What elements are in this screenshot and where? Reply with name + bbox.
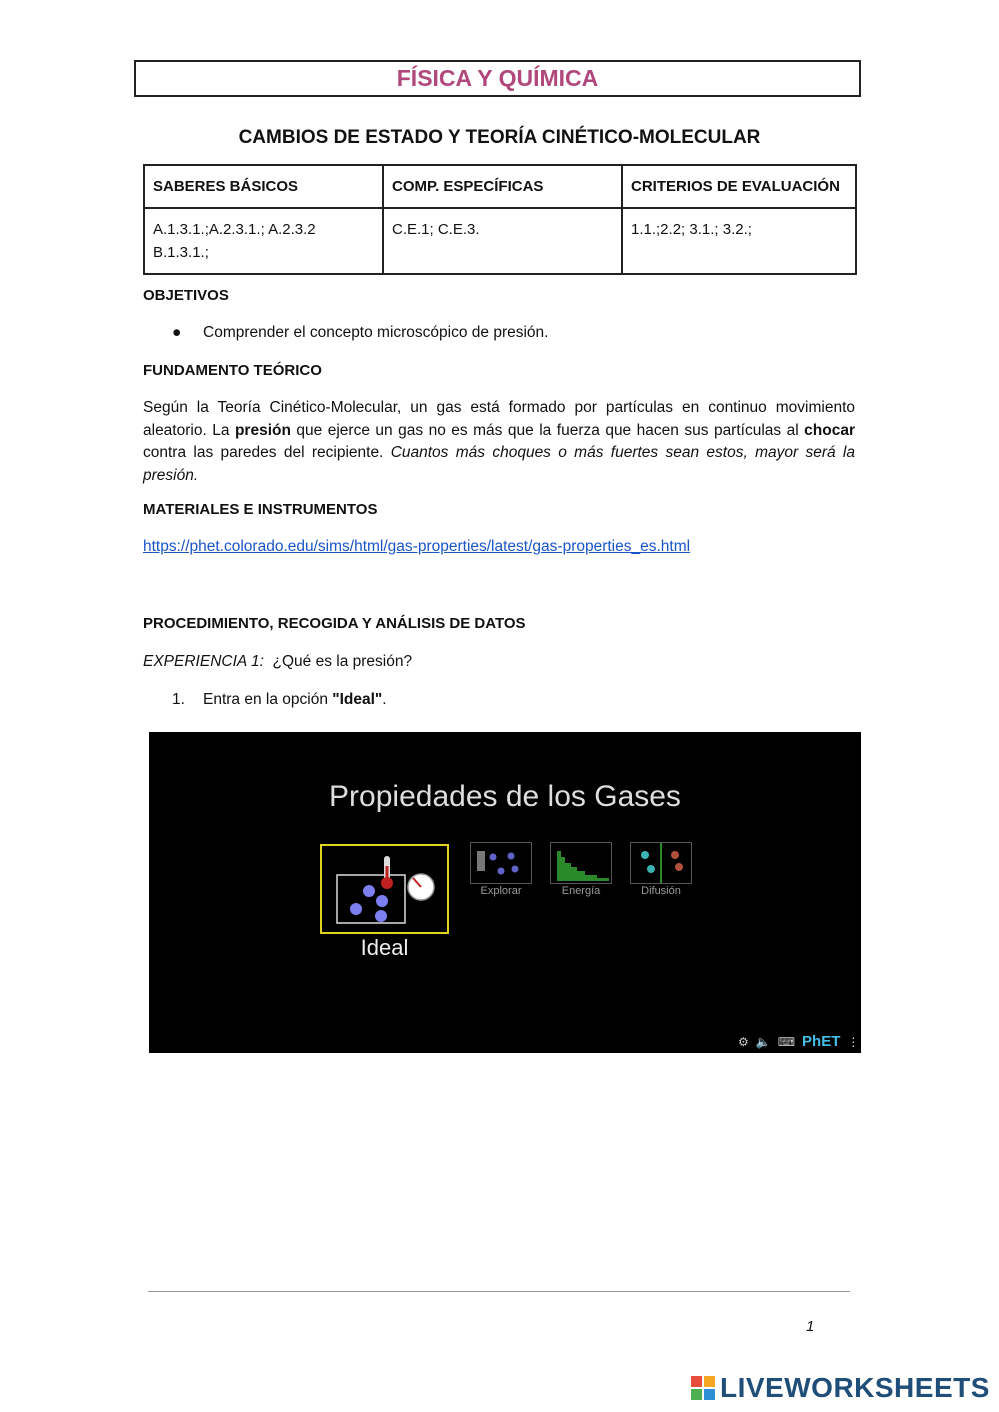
materiales-heading: MATERIALES E INSTRUMENTOS	[143, 501, 378, 518]
bullet-icon: ●	[172, 324, 182, 341]
ideal-screen-icon	[322, 846, 447, 932]
fundamento-text: Según la Teoría Cinético-Molecular, un gas está formado por partículas en continuo movimiento aleatorio. La	[143, 399, 855, 439]
step-text-bold: "Ideal"	[332, 691, 383, 708]
objetivos-heading: OBJETIVOS	[143, 287, 229, 304]
fundamento-bold: chocar	[804, 421, 855, 439]
explorar-screen-label: Explorar	[480, 885, 522, 897]
experiencia-question: ¿Qué es la presión?	[272, 653, 413, 670]
ideal-screen-label: Ideal	[360, 935, 409, 960]
difusion-screen-button[interactable]	[630, 842, 692, 884]
table-header-cell: SABERES BÁSICOS	[144, 165, 383, 208]
table-header-cell: COMP. ESPECÍFICAS	[383, 165, 622, 208]
fundamento-paragraph	[143, 397, 855, 487]
sim-title: Propiedades de los Gases	[329, 780, 681, 813]
difusion-screen-icon	[631, 843, 691, 883]
phet-logo[interactable]: PhET	[802, 1033, 841, 1050]
experiencia-line	[143, 651, 412, 674]
competencies-table	[143, 164, 857, 275]
fundamento-text: contra las paredes del recipiente.	[143, 444, 391, 461]
energia-screen-label: Energía	[561, 885, 601, 897]
liveworksheets-logo	[690, 1372, 990, 1404]
table-header-row	[144, 165, 856, 208]
subject-title-box	[134, 60, 861, 97]
sim-navbar	[738, 1033, 859, 1050]
objetivo-item: Comprender el concepto microscópico de presión.	[203, 324, 549, 341]
liveworksheets-mark-icon	[690, 1375, 716, 1401]
fundamento-italic: Cuantos más choques o más fuertes sean estos, mayor será la presión.	[143, 444, 855, 484]
explorar-screen-button[interactable]	[470, 842, 532, 884]
table-cell: A.1.3.1.;A.2.3.1.; A.2.3.2 B.1.3.1.;	[144, 208, 383, 274]
phet-simulation-screenshot	[149, 732, 861, 1053]
sound-icon[interactable]: 🔈	[755, 1034, 771, 1049]
explorar-screen-icon	[471, 843, 531, 883]
page-title: CAMBIOS DE ESTADO Y TEORÍA CINÉTICO-MOLECULAR	[238, 127, 761, 148]
step-text-plain: Entra en la opción	[203, 691, 333, 708]
energia-screen-button[interactable]	[550, 842, 612, 884]
table-cell: 1.1.;2.2; 3.1.; 3.2.;	[622, 208, 856, 274]
subject-title: FÍSICA Y QUÍMICA	[396, 65, 599, 91]
fundamento-heading: FUNDAMENTO TEÓRICO	[143, 362, 322, 379]
table-row	[144, 208, 856, 274]
experiencia-label: EXPERIENCIA 1:	[143, 653, 264, 670]
step-text	[203, 689, 387, 712]
procedimiento-heading: PROCEDIMIENTO, RECOGIDA Y ANÁLISIS DE DATOS	[143, 615, 526, 632]
energia-screen-icon	[551, 843, 611, 883]
page-number: 1	[806, 1318, 815, 1335]
liveworksheets-wordmark: LIVEWORKSHEETS	[720, 1372, 990, 1403]
footer-divider	[148, 1291, 850, 1292]
ideal-screen-button[interactable]	[320, 844, 449, 934]
table-cell: C.E.1; C.E.3.	[383, 208, 622, 274]
fundamento-bold: presión	[234, 421, 291, 439]
settings-icon[interactable]: ⚙	[738, 1034, 749, 1049]
step-text-end: .	[382, 691, 387, 708]
keyboard-icon[interactable]: ⌨	[777, 1034, 796, 1049]
table-header-cell: CRITERIOS DE EVALUACIÓN	[622, 165, 856, 208]
phet-link[interactable]: https://phet.colorado.edu/sims/html/gas-properties/latest/gas-properties_es.html	[143, 538, 691, 555]
fundamento-text: que ejerce un gas no es más que la fuerza que hacen sus partículas al	[290, 421, 805, 439]
difusion-screen-label: Difusión	[641, 885, 681, 897]
step-number: 1.	[172, 691, 185, 708]
more-menu-icon[interactable]: ⋮	[847, 1034, 860, 1049]
